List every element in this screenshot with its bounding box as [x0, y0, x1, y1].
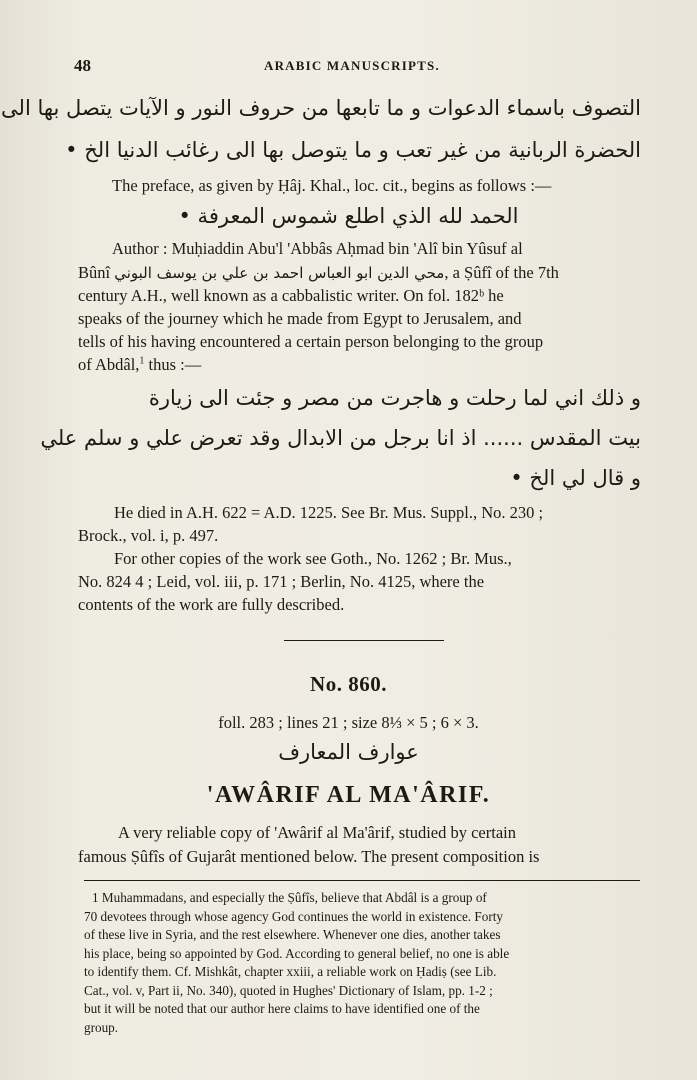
arabic-line: التصوف باسماء الدعوات و ما تابعها من حروف النور و الآيات يتصل بها الى — [1, 96, 641, 120]
preface-intro: The preface, as given by Ḥâj. Khal., loc. cit., begins as follows :— — [112, 176, 552, 195]
footnote-line: Cat., vol. v, Part ii, No. 340), quoted in Hughes' Dictionary of Islam, pp. 1-2 ; — [84, 983, 493, 998]
footnote-rule — [84, 880, 640, 881]
quote-arabic-line: و قال لي الخ • — [510, 466, 641, 490]
abdal-text: of Abdâl, — [78, 355, 140, 374]
author-line: tells of his having encountered a certain person belonging to the group — [78, 332, 544, 351]
page-header — [74, 56, 644, 78]
quote-arabic-line: و ذلك اني لما رحلت و هاجرت من مصر و جئت الى زيارة — [148, 386, 641, 410]
copies-line: For other copies of the work see Goth., No. 1262 ; Br. Mus., — [114, 549, 512, 568]
footnote-line: but it will be noted that our author here claims to have identified one of the — [84, 1001, 480, 1016]
author-line — [78, 262, 559, 284]
page-number: 48 — [74, 56, 91, 75]
section-divider — [284, 640, 444, 641]
author-name: Bûnî — [78, 263, 111, 282]
footnote-line: 70 devotees through whose agency God continues the world in existence. Forty — [84, 909, 503, 924]
footnote-ref: 1 — [139, 355, 145, 367]
body-line: A very reliable copy of 'Awârif al Ma'ârif, studied by certain — [118, 823, 516, 842]
footnote-line: his place, being so appointed by God. According to general belief, no one is able — [84, 946, 510, 961]
arabic-line: الحضرة الربانية من غير تعب و ما يتوصل بها الى رغائب الدنيا الخ • — [65, 138, 641, 162]
body-line: famous Ṣûfîs of Gujarât mentioned below. The present composition is — [78, 847, 540, 866]
death-line: Brock., vol. i, p. 497. — [78, 526, 219, 545]
author-line: Author : Muḥiaddin Abu'l 'Abbâs Aḥmad bin 'Alî bin Yûsuf al — [112, 239, 523, 258]
quote-arabic-line: بيت المقدس ...... اذ انا برجل من الابدال وقد تعرض علي و سلم علي — [40, 426, 641, 450]
entry-arabic-title: عوارف المعارف — [278, 740, 419, 764]
entry-specs: foll. 283 ; lines 21 ; size 8⅓ × 5 ; 6 × 3. — [218, 713, 479, 732]
footnote-line: 1 Muhammadans, and especially the Ṣûfîs, believe that Abdâl is a group of — [92, 890, 487, 905]
author-desc: , a Ṣûfî of the 7th — [444, 263, 559, 282]
entry-number: No. 860. — [310, 672, 387, 696]
author-line: speaks of the journey which he made from Egypt to Jerusalem, and — [78, 309, 522, 328]
author-line: century A.H., well known as a cabbalistic writer. On fol. 182ᵇ he — [78, 286, 504, 305]
author-line — [78, 354, 201, 376]
thus-text: thus :— — [144, 355, 202, 374]
running-head: ARABIC MANUSCRIPTS. — [264, 58, 440, 73]
death-line: He died in A.H. 622 = A.D. 1225. See Br. Mus. Suppl., No. 230 ; — [114, 503, 544, 522]
entry-title: 'AWÂRIF AL MA'ÂRIF. — [206, 782, 491, 808]
footnote-line: of these live in Syria, and the rest elsewhere. Whenever one dies, another takes — [84, 927, 501, 942]
author-arabic-name: محي الدين ابو العباس احمد بن علي بن يوسف البوني — [114, 264, 445, 282]
preface-arabic: الحمد لله الذي اطلع شموس المعرفة • — [178, 204, 519, 228]
footnote-line: to identify them. Cf. Mishkât, chapter xxiii, a reliable work on Ḥadiṣ (see Lib. — [84, 964, 497, 979]
footnote-line: group. — [84, 1020, 119, 1035]
copies-line: No. 824 4 ; Leid, vol. iii, p. 171 ; Berlin, No. 4125, where the — [78, 572, 485, 591]
copies-line: contents of the work are fully described. — [78, 595, 345, 614]
